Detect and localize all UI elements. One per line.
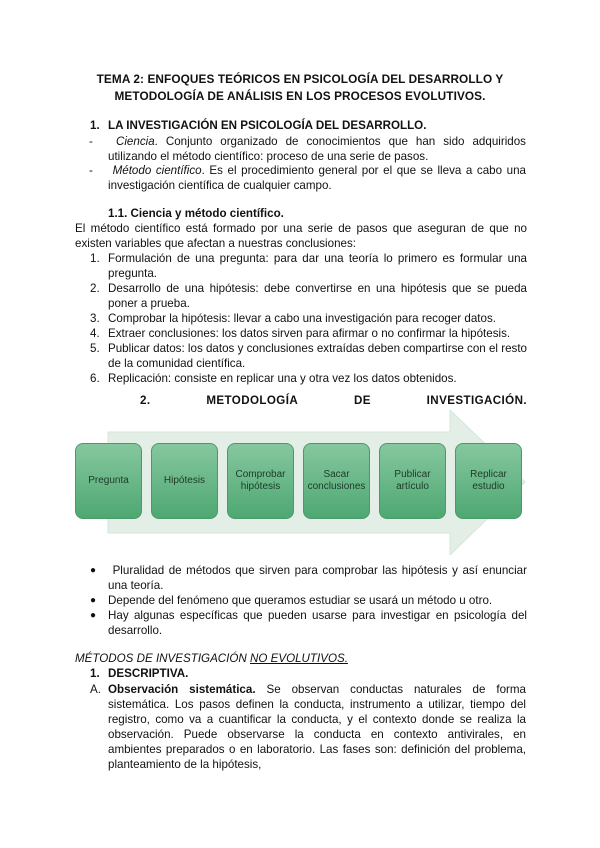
list-text: Comprobar la hipótesis: llevar a cabo una investigación para recoger datos. [108, 312, 496, 325]
bullet-marker: ● [90, 595, 97, 606]
section-2-word: INVESTIGACIÓN. [426, 394, 527, 407]
list-item [90, 311, 527, 326]
diagram-box-pregunta: Pregunta [75, 443, 142, 519]
definition-metodo [108, 163, 526, 193]
section-1-number: 1. [90, 119, 100, 132]
bullet-list [90, 563, 527, 638]
list-number: 5. [90, 342, 100, 355]
title-line-2: METODOLOGÍA DE ANÁLISIS EN LOS PROCESOS EVOLUTIVOS. [114, 89, 486, 103]
definition-ciencia [108, 134, 526, 164]
list-text: Publicar datos: los datos y conclusiones extraídas deben compartirse con el resto de la comunidad científica. [108, 342, 527, 370]
list-text: Depende del fenómeno que queramos estudiar se usará un método u otro. [108, 594, 493, 607]
list-text: Pluralidad de métodos que sirven para comprobar las hipótesis y así enunciar una teoría. [108, 564, 527, 592]
document-title [70, 71, 530, 105]
list-item [90, 593, 527, 608]
list-number: 6. [90, 372, 100, 385]
dash-marker: - [89, 164, 93, 177]
list-number: 2. [90, 282, 100, 295]
item-letter: A. [90, 683, 101, 696]
section-2-word: METODOLOGÍA [206, 394, 299, 407]
section-2-heading [140, 393, 527, 408]
section-1-1-heading: 1.1. Ciencia y método científico. [108, 207, 284, 220]
list-item [90, 326, 527, 341]
definition-text: . Conjunto organizado de conocimientos que han sido adquiridos utilizando el método científico: proceso de una serie de pasos. [108, 135, 526, 163]
section-2-word: DE [353, 394, 371, 407]
section-2-number: 2. [140, 394, 151, 407]
descriptiva-number: 1. [90, 667, 100, 680]
observacion-paragraph [108, 682, 526, 772]
definition-term: Ciencia [115, 135, 155, 148]
list-item [90, 251, 527, 281]
bullet-marker: ● [90, 610, 97, 621]
list-text: Desarrollo de una hipótesis: debe convertirse en una hipótesis que se pueda poner a prueba. [108, 282, 527, 310]
list-text: Extraer conclusiones: los datos sirven para afirmar o no confirmar la hipótesis. [108, 327, 511, 340]
list-item [90, 563, 527, 593]
list-text: Replicación: consiste en replicar una y otra vez los datos obtenidos. [108, 372, 457, 385]
list-number: 3. [90, 312, 100, 325]
descriptiva-heading: DESCRIPTIVA. [108, 667, 189, 680]
diagram-box-publicar: Publicar artículo [379, 443, 446, 519]
definition-term: Método científico [112, 164, 202, 177]
methods-heading-text: MÉTODOS DE INVESTIGACIÓN [75, 652, 251, 665]
title-line-1: TEMA 2: ENFOQUES TEÓRICOS EN PSICOLOGÍA DEL DESARROLLO Y [96, 72, 504, 86]
dash-marker: - [89, 135, 93, 148]
diagram-box-replicar: Replicar estudio [455, 443, 522, 519]
section-1-1-intro: El método científico está formado por una serie de pasos que aseguran de que no existen variables que afectan a nuestras conclusiones: [75, 222, 527, 250]
list-item [90, 608, 527, 638]
list-item [90, 281, 527, 311]
diagram-box-comprobar: Comprobar hipótesis [227, 443, 294, 519]
diagram-box-hipotesis: Hipótesis [151, 443, 218, 519]
section-1-heading: LA INVESTIGACIÓN EN PSICOLOGÍA DEL DESARROLLO. [108, 119, 427, 132]
observacion-text: Se observan conductas naturales de forma sistemática. Los pasos definen la conducta, instrumento a utilizar, tiempo del registro, como va a cuantificar la conducta, y el contexto donde se realiza la observación. Puede observarse la conducta en contexto antivirales, en ambientes preparados o en laboratorio. Las fases son: definición del problema, planteamiento de la hipótesis, [108, 683, 527, 771]
observacion-term: Observación sistemática. [108, 683, 256, 696]
list-item [90, 371, 527, 386]
list-text: Hay algunas específicas que pueden usarse para investigar en psicología del desarrollo. [108, 609, 527, 637]
list-number: 1. [90, 252, 100, 265]
list-item [90, 341, 527, 371]
list-text: Formulación de una pregunta: para dar una teoría lo primero es formular una pregunta. [108, 252, 527, 280]
methods-heading [75, 651, 527, 666]
methods-heading-underlined: NO EVOLUTIVOS. [250, 652, 348, 665]
diagram-box-conclusiones: Sacar conclusiones [303, 443, 370, 519]
list-number: 4. [90, 327, 100, 340]
method-steps-list [90, 251, 527, 386]
bullet-marker: ● [90, 565, 97, 576]
definition-text: . Es el procedimiento general por el que se lleva a cabo una investigación científica de cualquier campo. [108, 164, 526, 192]
